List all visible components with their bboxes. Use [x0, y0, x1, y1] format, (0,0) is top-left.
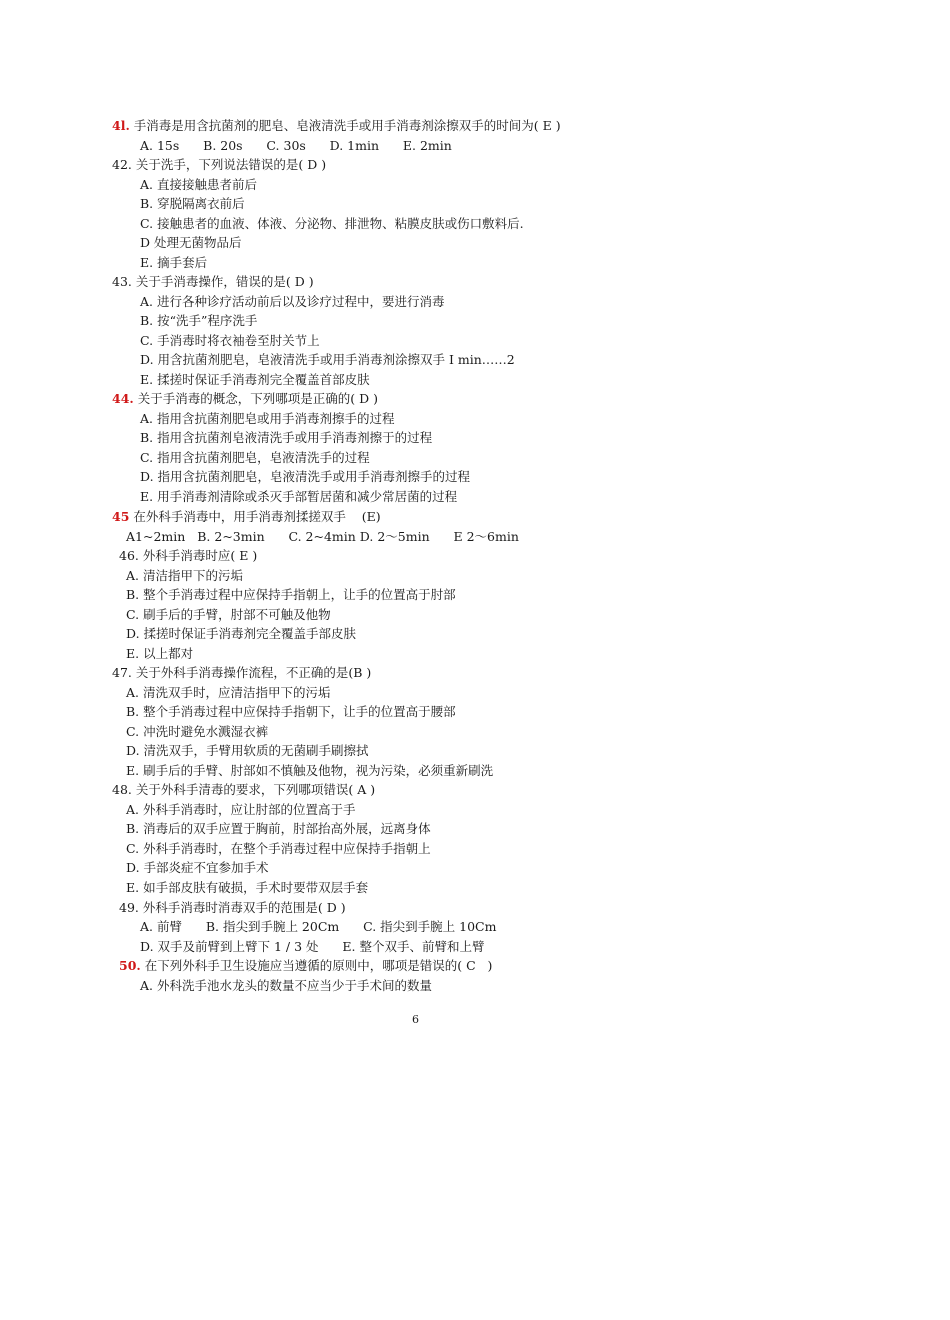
option-c: C. 刷手后的手臂，肘部不可触及他物: [126, 607, 331, 622]
question-49-options-row1: A. 前臂 B. 指尖到手腕上 20Cm C. 指尖到手腕上 10Cm: [140, 919, 497, 934]
question-46-stem: [119, 548, 257, 564]
question-number: 45: [112, 509, 130, 524]
option-b: B. 整个手消毒过程中应保持手指朝上，让手的位置高于肘部: [126, 587, 456, 602]
option-c: C. 指用含抗菌剂肥皂，皂液清洗手的过程: [140, 450, 370, 465]
question-number: 46.: [119, 548, 139, 563]
option-d: D 处理无菌物品后: [140, 235, 242, 250]
question-41-stem: [112, 118, 561, 134]
option-e: E. 摘手套后: [140, 255, 208, 270]
option-c: C. 冲洗时避免水溅湿衣裤: [126, 724, 269, 739]
option-c: C. 手消毒时将衣袖卷至肘关节上: [140, 333, 320, 348]
question-45-options: A1~2min B. 2~3min C. 2~4min D. 2～5min E 2～6min: [126, 529, 519, 544]
option-a: A. 外科洗手池水龙头的数量不应当少于手术间的数量: [140, 978, 432, 993]
option-e: E. 如手部皮肤有破损，手术时要带双层手套: [126, 880, 369, 895]
option-a: A. 清洁指甲下的污垢: [126, 568, 243, 583]
question-42-stem: [112, 157, 326, 173]
question-text: 关于外科手消毒操作流程，不正确的是(B ): [131, 665, 372, 680]
option-b: B. 消毒后的双手应置于胸前，肘部抬高外展，远离身体: [126, 821, 431, 836]
question-text: 关于手消毒的概念，下列哪项是正确的( D ): [133, 391, 378, 406]
question-text: 关于外科手清毒的要求，下列哪项错误( A ): [131, 782, 376, 797]
question-text: 手消毒是用含抗菌剂的肥皂、皂液清洗手或用手消毒剂涂擦双手的时间为( E ): [129, 118, 561, 133]
question-number: 50.: [119, 958, 141, 973]
question-text: 外科手消毒时应( E ): [138, 548, 258, 563]
question-text: 在外科手消毒中，用手消毒剂揉搓双手 (E): [129, 509, 381, 524]
option-a: A. 指用含抗菌剂肥皂或用手消毒剂擦手的过程: [140, 411, 395, 426]
option-a: A. 进行各种诊疗活动前后以及诊疗过程中，要进行消毒: [140, 294, 445, 309]
option-b: B. 穿脱隔离衣前后: [140, 196, 245, 211]
question-text: 关于洗手，下列说法错误的是( D ): [131, 157, 327, 172]
option-e: E. 以上都对: [126, 646, 194, 661]
question-text: 外科手消毒时消毒双手的范围是( D ): [138, 900, 346, 915]
option-a: A. 清洗双手时，应清洁指甲下的污垢: [126, 685, 331, 700]
question-49-stem: [119, 900, 346, 916]
option-d: D. 手部炎症不宜参加手术: [126, 860, 269, 875]
option-d: D. 清洗双手，手臂用软质的无菌刷手刷擦拭: [126, 743, 369, 758]
question-48-stem: [112, 782, 375, 798]
question-text: 关于手消毒操作，错误的是( D ): [131, 274, 314, 289]
option-d: D. 指用含抗菌剂肥皂，皂液清洗手或用手消毒剂擦手的过程: [140, 469, 471, 484]
question-43-stem: [112, 274, 314, 290]
option-a: A. 直接接触患者前后: [140, 177, 257, 192]
option-b: B. 按“洗手”程序洗手: [140, 313, 258, 328]
question-47-stem: [112, 665, 371, 681]
option-d: D. 用含抗菌剂肥皂，皂液清洗手或用手消毒剂涂擦双手 I min……2: [140, 352, 515, 367]
question-number: 43.: [112, 274, 132, 289]
question-45-stem: [112, 509, 381, 525]
question-50-stem: [119, 958, 492, 974]
question-text: 在下列外科手卫生设施应当遵循的原则中，哪项是错误的( C ): [140, 958, 493, 973]
option-a: A. 外科手消毒时，应让肘部的位置高于手: [126, 802, 356, 817]
question-number: 4l.: [112, 118, 130, 133]
question-44-stem: [112, 391, 378, 407]
option-b: B. 指用含抗菌剂皂液清洗手或用手消毒剂擦于的过程: [140, 430, 433, 445]
question-number: 48.: [112, 782, 132, 797]
question-41-options: A. 15s B. 20s C. 30s D. 1min E. 2min: [140, 138, 452, 153]
page-number: 6: [412, 1013, 419, 1026]
question-49-options-row2: D. 双手及前臂到上臂下 1 / 3 处 E. 整个双手、前臂和上臂: [140, 939, 485, 954]
question-number: 42.: [112, 157, 132, 172]
option-e: E. 刷手后的手臂、肘部如不慎触及他物，视为污染，必须重新刷洗: [126, 763, 494, 778]
question-number: 49.: [119, 900, 139, 915]
question-number: 47.: [112, 665, 132, 680]
option-d: D. 揉搓时保证手消毒剂完全覆盖手部皮肤: [126, 626, 357, 641]
option-b: B. 整个手消毒过程中应保持手指朝下，让手的位置高于腰部: [126, 704, 456, 719]
option-c: C. 外科手消毒时，在整个手消毒过程中应保持手指朝上: [126, 841, 431, 856]
question-number: 44.: [112, 391, 134, 406]
option-c: C. 接触患者的血液、体液、分泌物、排泄物、粘膜皮肤或伤口敷料后.: [140, 216, 524, 231]
option-e: E. 揉搓时保证手消毒剂完全覆盖首部皮肤: [140, 372, 370, 387]
option-e: E. 用手消毒剂清除或杀灭手部暂居菌和减少常居菌的过程: [140, 489, 458, 504]
